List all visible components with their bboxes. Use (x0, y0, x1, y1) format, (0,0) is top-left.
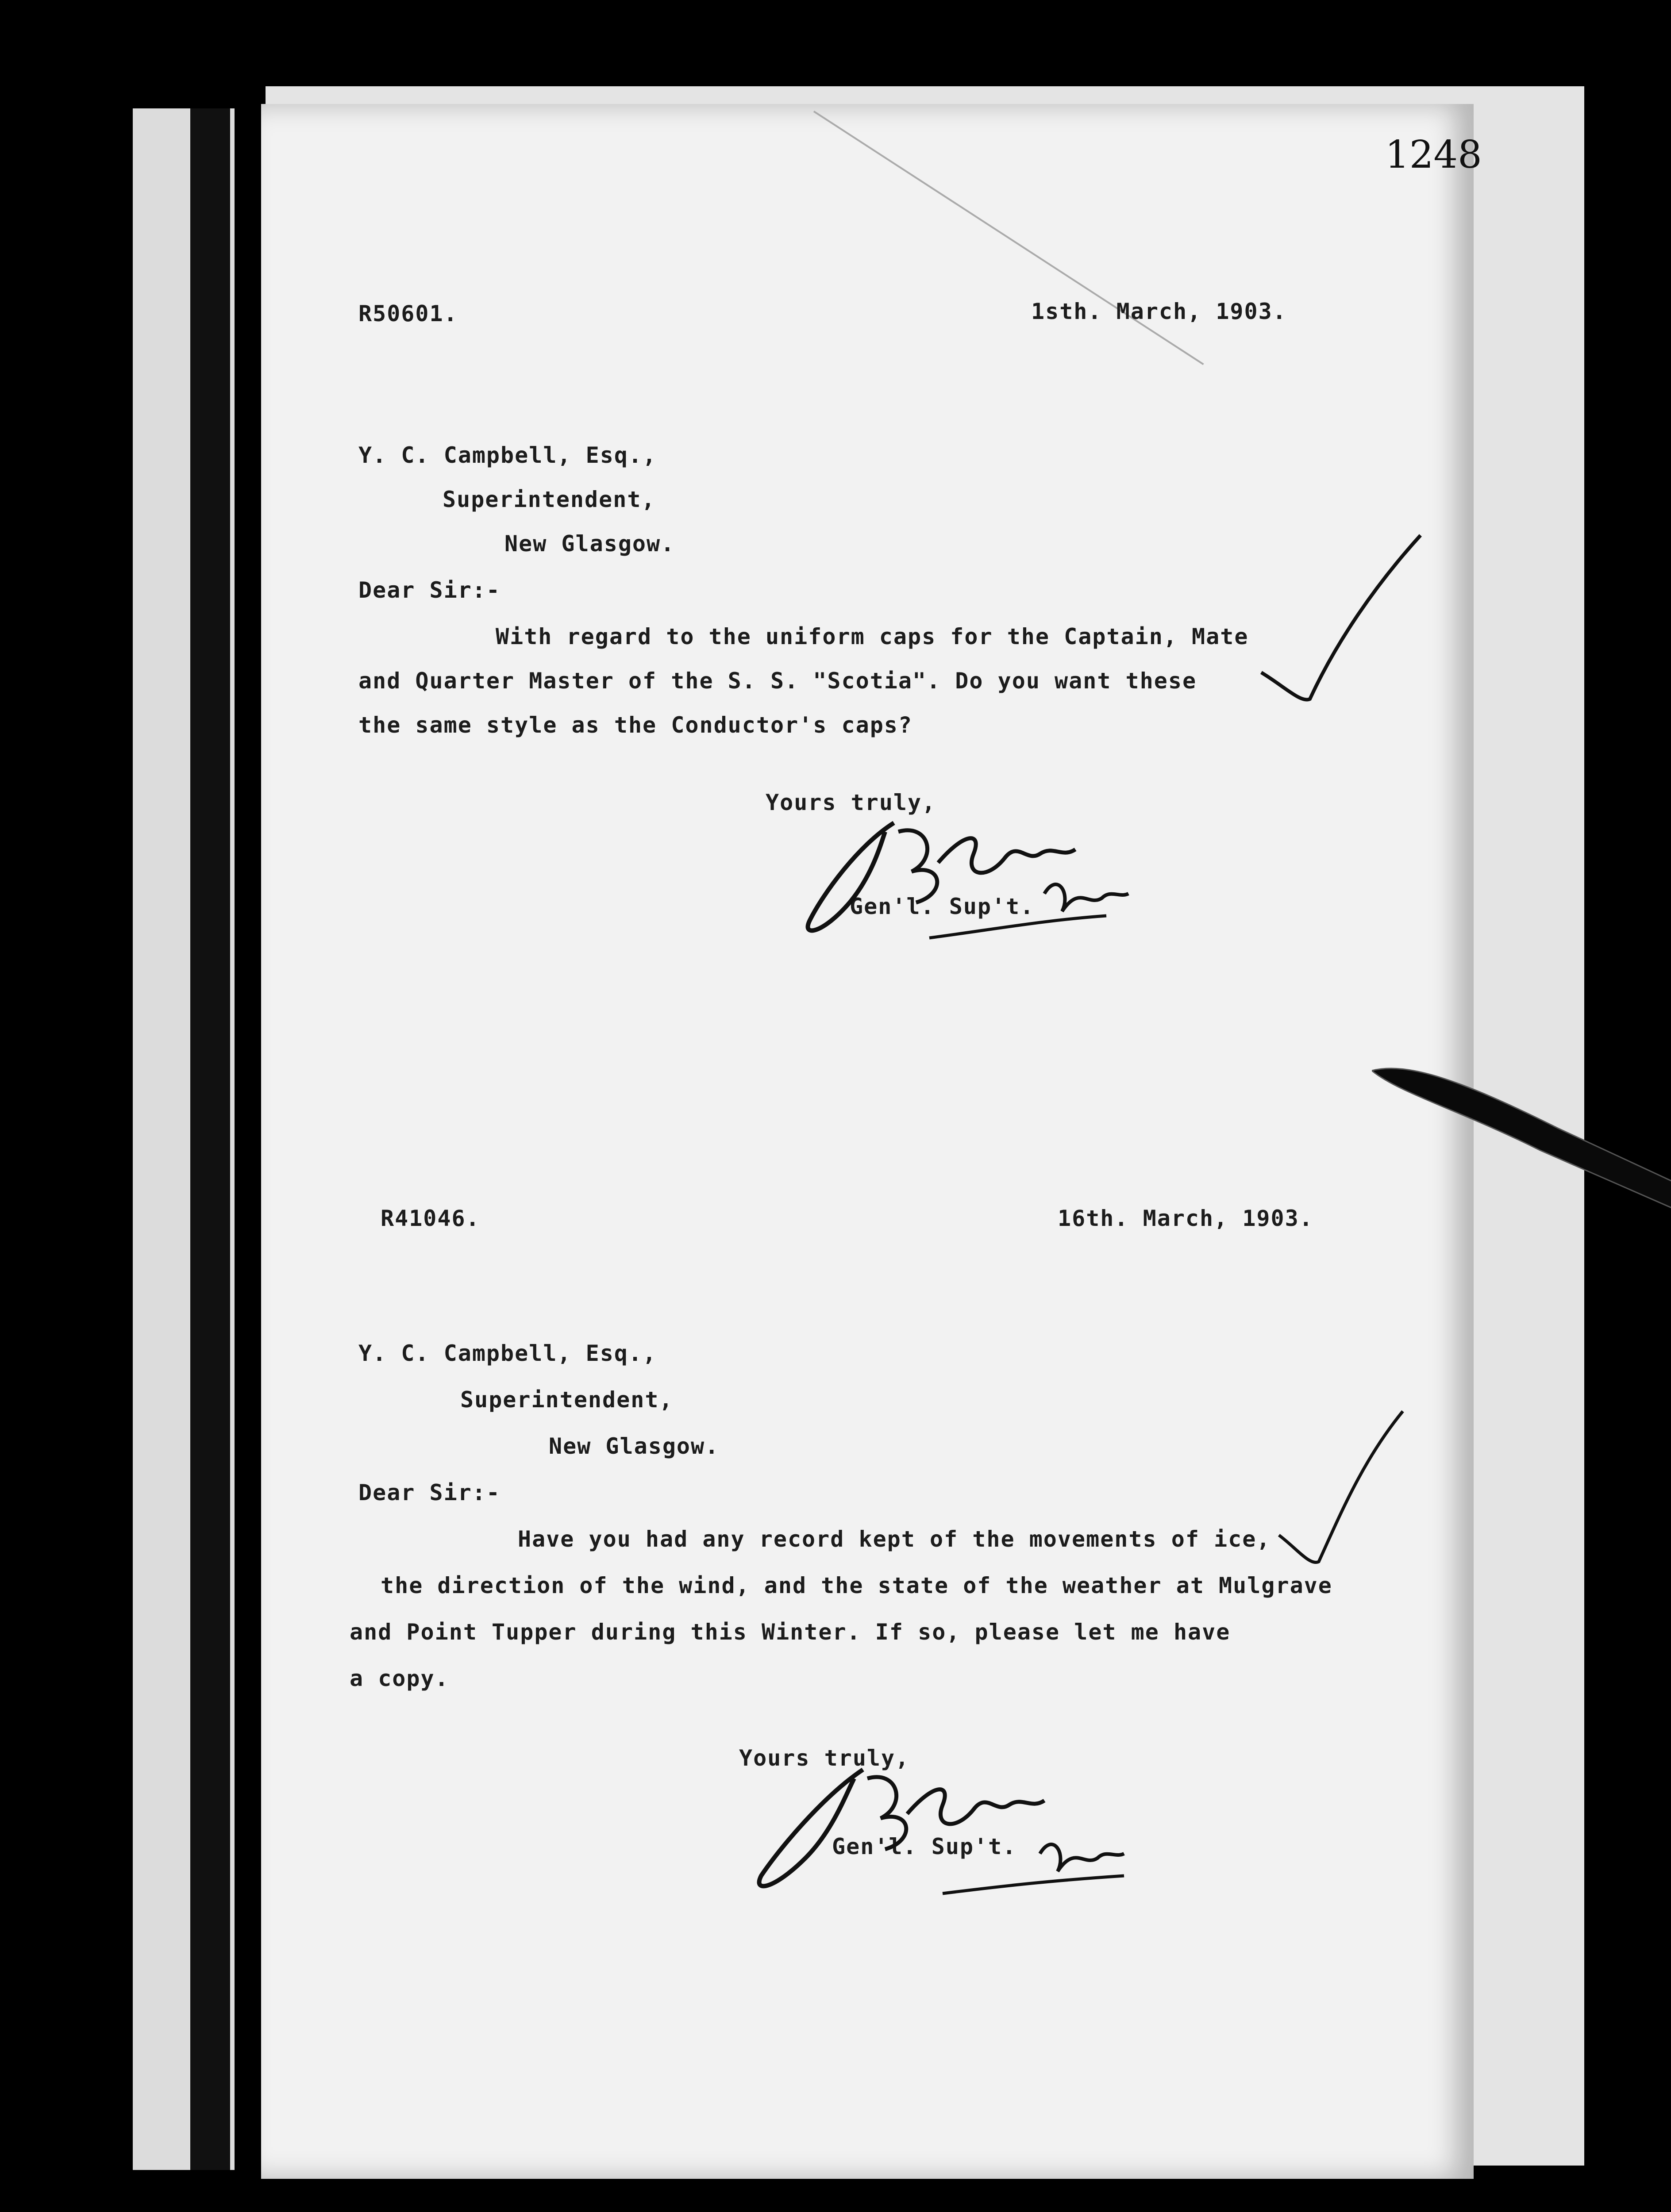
signature (797, 805, 1133, 957)
letter1-body-line: With regard to the uniform caps for the Captain, Mate (496, 624, 1249, 649)
signature (748, 1752, 1146, 1913)
letter1-closing: Yours truly, (766, 790, 936, 815)
page-gutter-shadow (190, 108, 230, 2170)
letter2-ref: R41046. (381, 1206, 480, 1231)
letter2-salutation: Dear Sir:- (358, 1480, 501, 1505)
letter1-salutation: Dear Sir:- (358, 577, 501, 603)
letter2-body-line: the direction of the wind, and the state of the weather at Mulgrave (381, 1573, 1332, 1598)
letter1-signature-title: Gen'l. Sup't. (850, 894, 1035, 919)
letter2-body-line: a copy. (350, 1666, 449, 1691)
letter2-body-line: and Point Tupper during this Winter. If so, please let me have (350, 1619, 1231, 1645)
page-number: 1248 (1385, 133, 1482, 177)
check-mark-icon (1274, 1407, 1416, 1568)
letter1-ref: R50601. (358, 301, 458, 326)
check-mark-icon (1257, 526, 1434, 714)
letter2-date: 16th. March, 1903. (1058, 1206, 1313, 1231)
letter1-date: 1sth. March, 1903. (1031, 299, 1287, 324)
letter2-addressee: Y. C. Campbell, Esq., (358, 1340, 657, 1366)
letter1-body-line: the same style as the Conductor's caps? (358, 712, 913, 738)
letter2-body-line: Have you had any record kept of the movements of ice, (518, 1526, 1271, 1552)
letter1-body-line: and Quarter Master of the S. S. "Scotia". Do you want these (358, 668, 1197, 694)
letter1-title: Superintendent, (443, 487, 656, 512)
letter2-place: New Glasgow. (549, 1433, 720, 1459)
letter1-place: New Glasgow. (504, 531, 675, 557)
letter2-title: Superintendent, (460, 1387, 674, 1413)
letter2-signature-title: Gen'l. Sup't. (832, 1834, 1017, 1859)
letter2-closing: Yours truly, (739, 1745, 910, 1771)
pen-icon (1372, 1062, 1671, 1106)
letter1-addressee: Y. C. Campbell, Esq., (358, 442, 657, 468)
